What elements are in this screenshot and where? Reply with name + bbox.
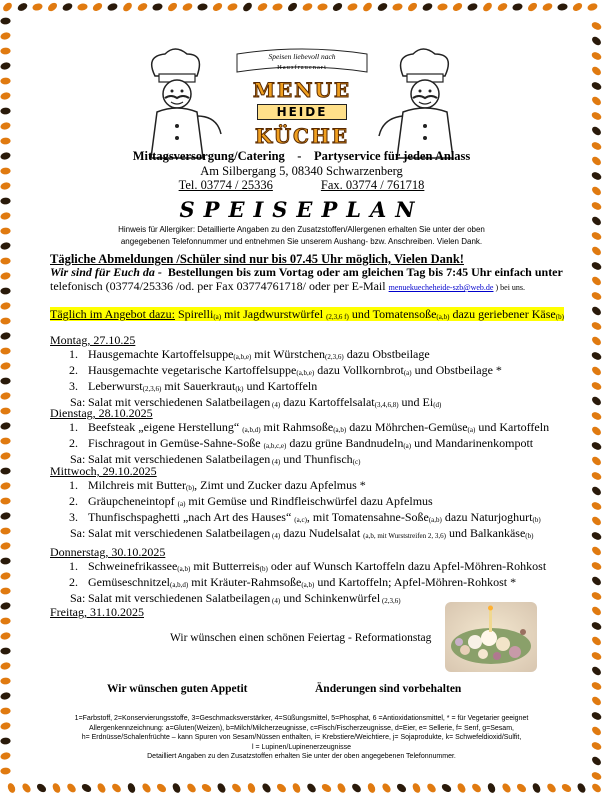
menu-item-number: Sa: xyxy=(70,526,86,540)
order-line2: telefonisch (03774/25336 /od. per Fax 03774761718/ oder per E-Mail xyxy=(50,279,389,293)
day-heading: Donnerstag, 30.10.2025 xyxy=(50,545,166,559)
menu-item-number: 2. xyxy=(69,494,78,508)
leaf-decoration xyxy=(586,1,598,12)
leaf-decoration xyxy=(271,2,283,13)
menu-item xyxy=(50,380,560,396)
leaf-decoration xyxy=(407,1,419,13)
leaf-decoration xyxy=(590,516,602,527)
logo-sign xyxy=(227,48,377,160)
leaf-decoration xyxy=(380,782,392,794)
leaf-decoration xyxy=(0,556,11,565)
leaf-decoration xyxy=(591,771,602,780)
leaf-decoration xyxy=(0,631,12,642)
leaf-decoration xyxy=(591,711,602,720)
daily-offer-label: Täglich im Angebot dazu: xyxy=(50,307,175,321)
leaf-decoration xyxy=(591,591,602,600)
legend-line: h= Erdnüsse/Schalenfrüchte – kann Spuren von Sesam/Nüssen enthalten, i= Krebstiere/Weichtiere, j= Sojaprodukte, k= Schwefeldioxid/Sulfit, xyxy=(81,734,522,741)
allergy-note-line: angegebenen Telefonnummer und entnehmen Sie unserem Aushang- bzw. Anschreiben. Vielen Dank. xyxy=(120,237,483,246)
chef-left-icon xyxy=(135,46,225,164)
leaf-decoration xyxy=(590,216,602,227)
leaf-decoration xyxy=(482,1,493,13)
leaf-decoration xyxy=(590,186,602,197)
leaf-decoration xyxy=(212,1,224,13)
order-info xyxy=(50,265,580,295)
leaf-decoration xyxy=(591,321,602,330)
leaf-decoration xyxy=(590,336,602,347)
header-fax: Fax. 03774 / 761718 xyxy=(320,178,425,192)
leaf-decoration xyxy=(452,1,464,13)
cancellation-note: Tägliche Abmeldungen /Schüler sind nur bis 07.45 Uhr möglich, Vielen Dank! xyxy=(50,252,464,266)
leaf-decoration xyxy=(346,1,358,12)
leaf-decoration xyxy=(110,782,122,793)
leaf-decoration xyxy=(0,151,12,162)
legend-line: 1=Farbstoff, 2=Konservierungsstoffe, 3=Geschmacksverstärker, 4=Süßungsmittel, 5=Phosphat, 6 =Antioxidationsmittel, * = für Vegetarier geeignet xyxy=(74,715,529,722)
leaf-decoration xyxy=(591,81,602,90)
leaf-decoration xyxy=(20,782,32,794)
order-text: Bestellungen bis zum Vortag oder am gleichen Tag bis 7:45 Uhr einfach unter xyxy=(161,265,563,279)
leaf-decoration xyxy=(590,426,602,437)
leaf-decoration xyxy=(317,2,329,12)
leaf-decoration xyxy=(197,2,209,12)
leaf-decoration xyxy=(0,31,12,42)
leaf-decoration xyxy=(511,2,523,13)
leaf-decoration xyxy=(391,2,403,13)
leaf-decoration xyxy=(376,1,388,13)
leaf-decoration xyxy=(0,181,12,192)
leaf-decoration xyxy=(0,91,12,102)
leaf-decoration xyxy=(201,783,213,793)
leaf-decoration xyxy=(185,782,197,794)
additives-contact-note: Detailliert Angaben zu den Zusatzstoffen erhalten Sie unter der oben angegebenen Telefonnummer. xyxy=(147,753,456,760)
menu-item-number: Sa: xyxy=(70,591,86,605)
leaf-decoration xyxy=(16,1,28,13)
leaf-decoration xyxy=(591,111,602,120)
leaf-decoration xyxy=(591,501,602,510)
leaf-decoration xyxy=(591,381,602,390)
menu-item xyxy=(50,364,560,380)
leaf-decoration xyxy=(106,1,118,12)
leaf-decoration xyxy=(590,666,602,677)
leaf-decoration xyxy=(591,651,602,660)
leaf-decoration xyxy=(291,782,303,794)
menu-item-text: Salat mit verschiedenen Salatbeilagen $_{(4)}$ dazu Kartoffelsalat$_{(3,4,6,8)}$ und $Ei_{(d)}$ xyxy=(88,395,442,409)
menu-item xyxy=(50,421,560,437)
menu-item xyxy=(50,576,560,592)
leaf-decoration xyxy=(561,783,573,793)
leaf-decoration xyxy=(590,66,602,77)
leaf-decoration xyxy=(590,606,602,617)
leaf-decoration xyxy=(0,226,11,235)
order-tail: ) bei uns. xyxy=(493,283,526,292)
leaf-decoration xyxy=(591,231,602,240)
leaf-decoration xyxy=(92,1,104,13)
logo-word-menue: MENUE xyxy=(252,78,352,102)
leaf-decoration xyxy=(486,782,497,794)
leaf-decoration xyxy=(466,1,478,12)
leaf-decoration xyxy=(155,783,167,794)
leaf-decoration xyxy=(591,441,602,450)
leaf-decoration xyxy=(590,156,602,167)
leaf-decoration xyxy=(0,436,11,445)
leaf-decoration xyxy=(456,782,468,794)
leaf-decoration xyxy=(590,366,602,377)
menu-item-text: Gemüseschnitzel$_{(a,b,d)}$ mit Kräuter-Rahmsoße$_{(a,b)}$ und Kartoffeln; Apfel-Möhren-Rohkost * xyxy=(88,575,517,589)
day-section xyxy=(50,407,560,469)
menu-item-number: 2. xyxy=(69,436,78,450)
leaf-decoration xyxy=(336,782,348,794)
menu-item xyxy=(50,479,560,495)
leaf-decoration xyxy=(167,1,179,13)
leaf-decoration xyxy=(557,2,569,12)
leaf-decoration xyxy=(590,636,602,647)
logo-word-heide: HEIDE xyxy=(257,104,347,120)
leaf-decoration xyxy=(230,782,242,793)
leaf-decoration xyxy=(65,782,77,794)
leaf-decoration xyxy=(6,782,17,794)
leaf-decoration xyxy=(591,531,602,540)
menu-item-number: Sa: xyxy=(70,395,86,409)
menu-item-text: Salat mit verschiedenen Salatbeilagen $_{(4)}$ und Schinkenwürfel $_{(2,3,6)}$ xyxy=(88,591,401,605)
leaf-decoration xyxy=(136,1,148,13)
leaf-decoration xyxy=(425,782,437,794)
day-section xyxy=(50,334,560,412)
logo xyxy=(135,46,465,166)
flower-photo xyxy=(445,602,537,672)
leaf-decoration xyxy=(0,376,11,385)
leaf-decoration xyxy=(0,61,12,72)
leaf-decoration xyxy=(0,166,11,175)
leaf-decoration xyxy=(591,201,602,210)
leaf-decoration xyxy=(591,171,602,180)
menu-item-number: 1. xyxy=(69,559,78,573)
leaf-decoration xyxy=(0,301,12,312)
leaf-decoration xyxy=(0,751,12,762)
leaf-decoration xyxy=(51,782,63,794)
menu-item-text: Hausgemachte vegetarische Kartoffelsuppe$_{(a,b,e)}$ dazu Vollkornbrot$_{(a)}$ und Obstbeilage * xyxy=(88,363,502,377)
leaf-decoration xyxy=(181,1,193,13)
menu-item xyxy=(50,527,560,543)
leaf-decoration xyxy=(421,1,433,13)
leaf-decoration xyxy=(0,676,11,685)
leaf-decoration xyxy=(0,361,12,372)
menu-item-number: 1. xyxy=(69,420,78,434)
legend-line: l = Lupinen/Lupinenerzeugnisse xyxy=(251,743,352,751)
leaf-decoration xyxy=(572,1,584,13)
leaf-decoration xyxy=(591,141,602,150)
leaf-decoration xyxy=(590,396,602,407)
leaf-decoration xyxy=(531,782,543,794)
day-section xyxy=(50,546,560,608)
leaf-decoration xyxy=(0,496,11,505)
day-heading: Freitag, 31.10.2025 xyxy=(50,605,144,619)
daily-offer xyxy=(50,307,564,322)
menu-item xyxy=(50,560,560,576)
leaf-decoration xyxy=(591,411,602,420)
leaf-decoration xyxy=(590,276,602,287)
leaf-decoration xyxy=(0,241,12,252)
menu-item-number: 3. xyxy=(69,510,78,524)
menu-item-number: 2. xyxy=(69,363,78,377)
leaf-decoration xyxy=(77,2,89,12)
leaf-decoration xyxy=(0,526,11,535)
allergy-note xyxy=(60,224,543,248)
leaf-decoration xyxy=(527,1,539,13)
leaf-decoration xyxy=(470,782,482,793)
leaf-decoration xyxy=(226,1,238,12)
leaf-decoration xyxy=(31,2,43,13)
leaf-decoration xyxy=(590,782,602,793)
menu-item-number: 2. xyxy=(69,575,78,589)
leaf-decoration xyxy=(0,571,12,582)
leaf-decoration xyxy=(246,782,257,794)
leaf-decoration xyxy=(362,1,373,13)
menu-item-number: 3. xyxy=(69,379,78,393)
leaf-decoration xyxy=(541,1,553,13)
leaf-decoration xyxy=(0,391,12,402)
leaf-decoration xyxy=(301,1,313,13)
appetite-note: Wir wünschen guten Appetit xyxy=(107,683,248,695)
leaf-decoration xyxy=(275,783,287,794)
leaf-decoration xyxy=(591,261,602,270)
leaf-decoration xyxy=(591,51,602,60)
leaf-decoration xyxy=(0,691,12,702)
leaf-decoration xyxy=(545,782,557,794)
allergy-note-line: Hinweis für Allergiker: Detaillierte Angaben zu den Zusatzstoffen/Allergenen erhalten Sie unter der oben xyxy=(118,225,485,234)
leaf-decoration xyxy=(321,783,333,793)
leaf-decoration xyxy=(305,782,317,794)
leaf-decoration xyxy=(0,196,11,205)
leaf-decoration xyxy=(0,736,11,745)
leaf-decoration xyxy=(591,351,602,360)
leaf-decoration xyxy=(590,576,602,587)
leaf-decoration xyxy=(590,486,602,497)
day-heading: Montag, 27.10.25 xyxy=(50,333,136,347)
menu-item-text: Schweinefrikassee$_{(a,b)}$ mit Butterreis$_{(b)}$ oder auf Wunsch Kartoffeln dazu Apfel-Möhren-Rohkost xyxy=(88,559,547,573)
leaf-decoration xyxy=(0,406,11,415)
changes-note: Änderungen sind vorbehalten xyxy=(315,683,462,695)
leaf-decoration xyxy=(0,586,11,595)
day-heading: Mittwoch, 29.10.2025 xyxy=(50,464,157,478)
leaf-decoration xyxy=(591,21,602,30)
leaf-decoration xyxy=(256,1,268,13)
leaf-decoration xyxy=(0,706,11,715)
leaf-decoration xyxy=(0,106,11,115)
email-link[interactable]: menuekuecheheide-szb@web.de xyxy=(388,283,494,292)
leaf-decoration xyxy=(441,783,453,793)
logo-word-kueche: KÜCHE xyxy=(254,124,350,148)
leaf-decoration xyxy=(0,481,12,492)
menu-item-text: Hausgemachte Kartoffelsuppe$_{(a,b,e)}$ mit Würstchen$_{(2,3,6)}$ dazu Obstbeilage xyxy=(88,347,430,361)
leaf-decoration xyxy=(0,316,11,325)
menu-item-text: Gräupcheneintopf $_{(a)}$ mit Gemüse und Rindfleischwürfel dazu Apfelmus xyxy=(88,494,433,508)
leaf-decoration xyxy=(140,782,152,794)
leaf-decoration xyxy=(61,1,73,13)
leaf-decoration xyxy=(515,783,527,794)
leaf-decoration xyxy=(591,471,602,480)
menu-item-text: Salat mit verschiedenen Salatbeilagen $_{(4)}$ dazu Nudelsalat $_{(a,b, mit Wurststreifen 2, 3,6)}$ und Balkankäse$_{(b)}$ xyxy=(88,526,534,540)
leaf-decoration xyxy=(0,121,12,132)
leaf-decoration xyxy=(47,1,59,13)
leaf-decoration xyxy=(260,782,272,794)
leaf-decoration xyxy=(350,782,362,793)
leaf-decoration xyxy=(0,46,11,55)
daily-offer-text: Spirelli$_{(a)}$ mit Jagdwurstwürfel $_{(2,3,6 f)}$ und Tomatensoße$_{(a,b)}$ dazu geriebener Käse$_{(b)}$ xyxy=(174,307,564,321)
page-title: SPEISEPLAN xyxy=(179,197,424,222)
leaf-decoration xyxy=(0,541,12,552)
menu-item xyxy=(50,495,560,511)
leaf-decoration xyxy=(35,783,47,794)
logo-tagline-bottom: Hausfrauenart xyxy=(277,64,327,71)
leaf-decoration xyxy=(96,782,108,794)
leaf-decoration xyxy=(590,696,602,707)
header-services: Mittagsversorgung/Catering - Partyservice für jeden Anlass xyxy=(132,149,471,163)
leaf-decoration xyxy=(0,601,12,612)
leaf-decoration xyxy=(590,96,602,107)
leaf-decoration xyxy=(496,1,508,13)
leaf-decoration xyxy=(411,782,423,794)
menu-item-number: 1. xyxy=(69,347,78,361)
leaf-decoration xyxy=(591,621,602,630)
leaf-decoration xyxy=(590,756,602,767)
leaf-decoration xyxy=(576,782,588,794)
leaf-decoration xyxy=(0,766,11,775)
chef-right-icon xyxy=(375,46,465,164)
leaf-decoration xyxy=(0,616,11,625)
menu-item-text: Milchreis mit Butter$_{(b)}$, Zimt und Zucker dazu Apfelmus * xyxy=(88,478,366,492)
leaf-decoration xyxy=(590,246,602,257)
menu-item xyxy=(50,437,560,453)
leaf-decoration xyxy=(590,546,602,557)
day-heading: Dienstag, 28.10.2025 xyxy=(50,406,153,420)
menu-item-number: Sa: xyxy=(70,452,86,466)
menu-item-number: 1. xyxy=(69,478,78,492)
leaf-decoration xyxy=(216,782,228,794)
leaf-decoration xyxy=(590,306,602,317)
leaf-decoration xyxy=(591,561,602,570)
additives-legend xyxy=(60,714,543,752)
leaf-decoration xyxy=(0,16,11,25)
leaf-decoration xyxy=(0,421,12,432)
menu-sheet xyxy=(20,18,583,778)
leaf-decoration xyxy=(590,726,602,737)
header-contact xyxy=(20,178,583,193)
header-tel: Tel. 03774 / 25336 xyxy=(178,178,273,192)
leaf-decoration xyxy=(0,466,11,475)
leaf-decoration xyxy=(0,721,12,732)
leaf-decoration xyxy=(366,782,377,794)
leaf-decoration xyxy=(591,741,602,750)
leaf-decoration xyxy=(0,661,12,672)
leaf-decoration xyxy=(81,783,93,793)
legend-line: Allergenkennzeichnung: a=Gluten(Weizen), b=Milch/Milcherzeugnisse, c=Fisch/Fischerzeugnisse, d=Eier, e= Sellerie, f= Senf, g=Sesam, xyxy=(89,724,514,732)
order-lead: Wir sind für Euch da - xyxy=(50,265,162,279)
leaf-decoration xyxy=(0,76,11,85)
leaf-decoration xyxy=(590,36,602,47)
menu-item-text: Leberwurst$_{(2,3,6)}$ mit Sauerkraut$_{(k)}$ und Kartoffeln xyxy=(88,379,318,393)
leaf-decoration xyxy=(500,782,512,794)
leaf-decoration xyxy=(590,126,602,137)
leaf-decoration xyxy=(2,1,13,13)
leaf-decoration xyxy=(0,136,11,145)
header-address: Am Silbergang 5, 08340 Schwarzenberg xyxy=(200,164,403,178)
menu-item-text: Salat mit verschiedenen Salatbeilagen $_{(4)}$ und Thunfisch$_{(c)}$ xyxy=(88,452,361,466)
leaf-decoration xyxy=(126,782,137,794)
leaf-decoration xyxy=(122,1,133,13)
leaf-decoration xyxy=(0,256,11,265)
leaf-decoration xyxy=(0,286,11,295)
menu-item-text: Thunfischspaghetti „nach Art des Hauses“ $_{(a,c)}$, mit Tomatensahne-Soße$_{(a,b)}$ dazu Naturjoghurt$_{(b)}$ xyxy=(88,510,541,524)
holiday-note: Wir wünschen einen schönen Feiertag - Reformationstag xyxy=(170,632,432,644)
leaf-decoration xyxy=(0,511,12,522)
leaf-decoration xyxy=(287,1,299,13)
leaf-decoration xyxy=(171,782,183,794)
logo-tagline-top: Speisen liebevoll nach xyxy=(268,52,336,61)
leaf-decoration xyxy=(0,271,12,282)
menu-item xyxy=(50,511,560,527)
leaf-decoration xyxy=(0,346,11,355)
leaf-decoration xyxy=(151,2,163,13)
leaf-decoration xyxy=(591,291,602,300)
leaf-decoration xyxy=(332,1,344,13)
leaf-decoration xyxy=(0,646,11,655)
menu-item xyxy=(50,348,560,364)
leaf-decoration xyxy=(591,681,602,690)
leaf-decoration xyxy=(0,211,12,222)
leaf-decoration xyxy=(395,783,407,794)
leaf-decoration xyxy=(0,451,12,462)
leaf-decoration xyxy=(242,1,253,13)
leaf-decoration xyxy=(437,2,449,12)
leaf-decoration xyxy=(590,456,602,467)
menu-item-text: Beefsteak „eigene Herstellung“ $_{(a,b,d)}$ mit Rahmsoße$_{(a,b)}$ dazu Möhrchen-Gemüse$_{(a)}$ und Kartoffeln xyxy=(88,420,550,434)
day-section xyxy=(50,465,560,543)
menu-item-text: Fischragout in Gemüse-Sahne-Soße $_{(a,b,c,e)}$ dazu grüne Bandnudeln$_{(a)}$ und Mandarinenkompott xyxy=(88,436,534,450)
leaf-decoration xyxy=(0,331,12,342)
